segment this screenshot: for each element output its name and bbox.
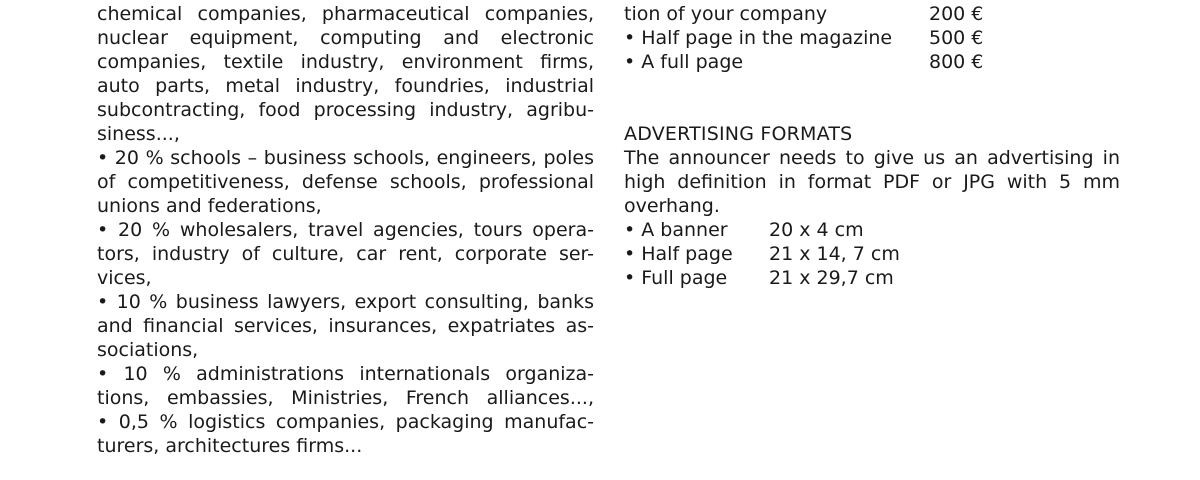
- format-label: • Full page: [624, 267, 728, 289]
- text-line: nuclear equipment, computing and electronic: [97, 27, 594, 49]
- text-line: • 20 % wholesalers, travel agencies, tours opera-: [97, 219, 594, 241]
- format-label: • A banner: [624, 219, 728, 241]
- text-line: unions and federations,: [97, 195, 322, 217]
- text-line: of competitiveness, defense schools, professional: [97, 171, 594, 193]
- price-value: 500 €: [929, 27, 984, 49]
- text-line: tors, industry of culture, car rent, corporate ser-: [97, 243, 594, 265]
- text-line: • 20 % schools – business schools, engineers, poles: [97, 147, 594, 169]
- price-value: 200 €: [929, 3, 984, 25]
- text-line: turers, architectures firms...: [97, 435, 363, 457]
- text-line: overhang.: [624, 195, 720, 217]
- text-line: siness...,: [97, 123, 180, 145]
- price-label: tion of your company: [624, 3, 828, 25]
- text-line: chemical companies, pharmaceutical companies,: [97, 3, 594, 25]
- price-label: • Half page in the magazine: [624, 27, 893, 49]
- text-line: auto parts, metal industry, foundries, industrial: [97, 75, 594, 97]
- format-size: 21 x 14, 7 cm: [769, 243, 900, 265]
- text-line: and financial services, insurances, expatriates as-: [97, 315, 594, 337]
- text-line: tions, embassies, Ministries, French alliances...,: [97, 387, 594, 409]
- text-line: subcontracting, food processing industry, agribu-: [97, 99, 594, 121]
- format-size: 20 x 4 cm: [769, 219, 864, 241]
- price-value: 800 €: [929, 51, 984, 73]
- text-line: high definition in format PDF or JPG with 5 mm: [624, 171, 1120, 193]
- text-line: The announcer needs to give us an advertising in: [624, 147, 1120, 169]
- price-label: • A full page: [624, 51, 744, 73]
- text-line: sociations,: [97, 339, 199, 361]
- text-line: companies, textile industry, environment firms,: [97, 51, 594, 73]
- format-size: 21 x 29,7 cm: [769, 267, 894, 289]
- section-heading: ADVERTISING FORMATS: [624, 123, 853, 145]
- text-line: • 0,5 % logistics companies, packaging manufac-: [97, 411, 594, 433]
- format-label: • Half page: [624, 243, 733, 265]
- text-line: • 10 % business lawyers, export consulting, banks: [97, 291, 594, 313]
- text-line: • 10 % administrations internationals organiza-: [97, 363, 594, 385]
- text-line: vices,: [97, 267, 152, 289]
